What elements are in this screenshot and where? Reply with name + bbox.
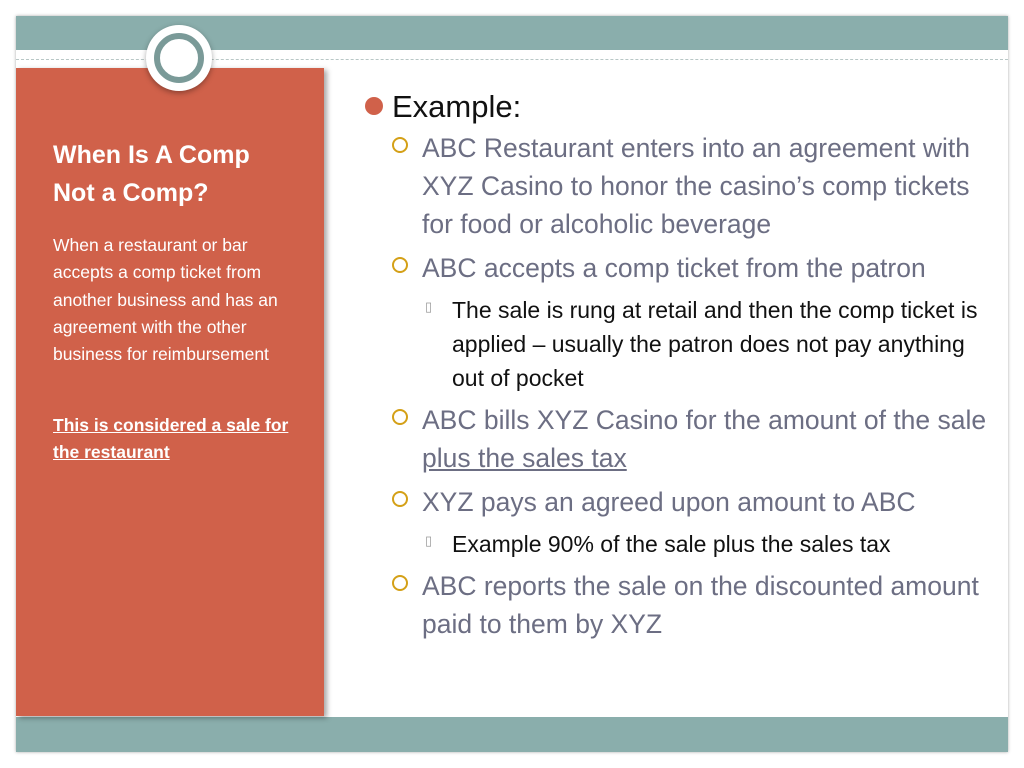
sub-bullet-item [362,527,987,561]
circle-ornament-icon [146,25,212,91]
bullet-text: ABC Restaurant enters into an agreement with XYZ Casino to honor the casino’s comp tickets for food or alcoholic beverage [422,133,970,239]
side-description: When a restaurant or bar accepts a comp ticket from another business and has an agreement with the other business for reimbursement [53,235,278,365]
bullet-text: ABC accepts a comp ticket from the patron [422,253,926,283]
ring-bullet-icon [392,575,408,591]
bullet-item [362,129,987,243]
bottom-band [16,717,1008,752]
underlined-text: plus the sales tax [422,443,627,473]
content-area [362,88,987,649]
ring-bullet-icon [392,409,408,425]
bullet-heading [362,88,987,126]
ring-bullet-icon [392,137,408,153]
bullet-text: XYZ pays an agreed upon amount to ABC [422,487,916,517]
bullet-item [362,401,987,477]
ring-bullet-icon [392,257,408,273]
ring-icon [154,33,204,83]
square-bullet-icon: ▯ [425,533,433,548]
slide [16,16,1008,752]
bullet-item [362,249,987,287]
round-bullet-icon [365,97,383,115]
heading-text: Example: [392,89,522,124]
ring-bullet-icon [392,491,408,507]
side-panel [16,68,324,716]
slide-title-line2: Not a Comp? [53,179,209,207]
square-bullet-icon: ▯ [425,299,433,314]
slide-title-line1: When Is A Comp [53,141,250,169]
bullet-text: ABC reports the sale on the discounted amount paid to them by XYZ [422,571,979,639]
bullet-item [362,483,987,521]
side-note: This is considered a sale for the restaurant [53,415,289,463]
sub-bullet-text: The sale is rung at retail and then the comp ticket is applied – usually the patron does not pay anything out of pocket [452,297,978,391]
sub-bullet-text: Example 90% of the sale plus the sales tax [452,531,891,557]
slide-title [53,136,303,212]
sub-bullet-item [362,293,987,395]
bullet-item [362,567,987,643]
bullet-text: ABC bills XYZ Casino for the amount of the sale [422,405,987,435]
